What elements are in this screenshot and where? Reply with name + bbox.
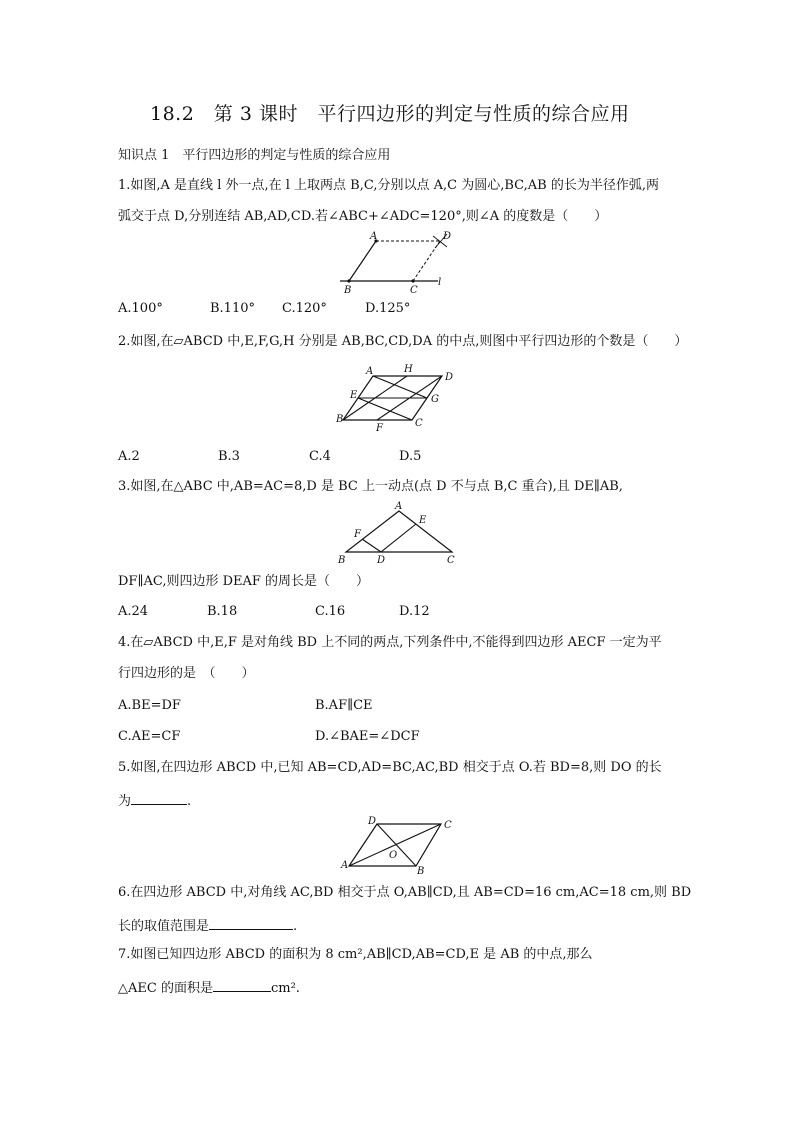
q1-text-line1: 1.如图,A 是直线 l 外一点,在 l 上取两点 B,C,分别以点 A,C 为圆心,BC,AB 的长为半径作弧,两 — [118, 178, 659, 193]
q2-option-c: C.4 — [309, 449, 331, 464]
q7-text-line2 — [118, 977, 300, 998]
q1-label-d: D — [443, 231, 452, 242]
q3-option-d: D.12 — [399, 604, 430, 619]
q1-label-l: l — [438, 277, 442, 288]
q6-line2-suffix: . — [293, 919, 298, 934]
q4-option-a: A.BE=DF — [118, 698, 181, 713]
q3-option-c: C.16 — [315, 604, 346, 619]
q4-option-c: C.AE=CF — [118, 729, 181, 744]
q3-option-a: A.24 — [118, 604, 149, 619]
q3-label-b: B — [338, 555, 346, 566]
q3-label-e: E — [419, 515, 427, 526]
q5-label-c: C — [444, 820, 452, 831]
section-heading: 知识点 1 平行四边形的判定与性质的综合应用 — [118, 148, 391, 163]
q4-text-line2: 行四边形的是 （ ） — [118, 666, 255, 681]
q2-label-e: E — [350, 390, 358, 401]
q1-label-c: C — [410, 285, 418, 296]
q6-line2-prefix: 长的取值范围是 — [118, 919, 210, 934]
q6-text-line2 — [118, 915, 297, 936]
q3-option-b: B.18 — [207, 604, 238, 619]
q1-option-b: B.110° — [210, 301, 255, 316]
q2-label-c: C — [415, 418, 423, 429]
q7-line2-prefix: △AEC 的面积是 — [118, 981, 213, 996]
q6-answer-blank[interactable] — [209, 915, 293, 930]
q1-option-c: C.120° — [282, 301, 327, 316]
q1-text-line2: 弧交于点 D,分别连结 AB,AD,CD.若∠ABC+∠ADC=120°,则∠A 的度数是（ ） — [118, 209, 608, 224]
q1-label-a: A — [370, 231, 378, 242]
q2-option-d: D.5 — [399, 449, 422, 464]
q7-text-line1: 7.如图已知四边形 ABCD 的面积为 8 cm²,AB∥CD,AB=CD,E 是 AB 的中点,那么 — [118, 947, 593, 962]
q2-label-g: G — [431, 394, 439, 405]
q5-line2-prefix: 为 — [118, 794, 132, 809]
q2-option-b: B.3 — [218, 449, 240, 464]
q2-text-line1: 2.如图,在▱ABCD 中,E,F,G,H 分别是 AB,BC,CD,DA 的中点,则图中平行四边形的个数是（ ） — [118, 334, 688, 349]
q3-text-line2: DF∥AC,则四边形 DEAF 的周长是（ ） — [118, 574, 370, 589]
q7-line2-suffix: cm². — [270, 981, 300, 996]
q1-label-b: B — [344, 285, 352, 296]
q5-label-b: B — [417, 866, 425, 877]
page-title: 18.2 第 3 课时 平行四边形的判定与性质的综合应用 — [150, 103, 630, 125]
q3-label-a: A — [395, 501, 403, 512]
q4-option-b: B.AF∥CE — [315, 698, 373, 713]
q3-label-f: F — [354, 529, 361, 540]
q5-line2-suffix: . — [187, 794, 192, 809]
q5-label-d: D — [368, 816, 377, 827]
q3-label-d: D — [377, 555, 386, 566]
q2-label-f: F — [376, 423, 383, 434]
q3-label-c: C — [447, 555, 455, 566]
q2-option-a: A.2 — [118, 449, 140, 464]
q5-label-o: O — [389, 850, 398, 861]
q3-text-line1: 3.如图,在△ABC 中,AB=AC=8,D 是 BC 上一动点(点 D 不与点 B,C 重合),且 DE∥AB, — [118, 479, 623, 494]
q7-answer-blank[interactable] — [213, 977, 271, 992]
q5-text-line1: 5.如图,在四边形 ABCD 中,已知 AB=CD,AD=BC,AC,BD 相交于点 O.若 BD=8,则 DO 的长 — [118, 760, 662, 775]
q4-text-line1: 4.在▱ABCD 中,E,F 是对角线 BD 上不同的两点,下列条件中,不能得到四边形 AECF 一定为平 — [118, 635, 662, 650]
q2-label-d: D — [445, 372, 454, 383]
q6-text-line1: 6.在四边形 ABCD 中,对角线 AC,BD 相交于点 O,AB∥CD,且 AB=CD=16 cm,AC=18 cm,则 BD — [118, 885, 692, 900]
q5-label-a: A — [341, 860, 349, 871]
q1-option-a: A.100° — [118, 301, 163, 316]
q2-label-h: H — [404, 364, 413, 375]
q2-label-b: B — [336, 414, 344, 425]
q2-label-a: A — [366, 366, 374, 377]
q1-option-d: D.125° — [365, 301, 411, 316]
q4-option-d: D.∠BAE=∠DCF — [315, 729, 420, 744]
